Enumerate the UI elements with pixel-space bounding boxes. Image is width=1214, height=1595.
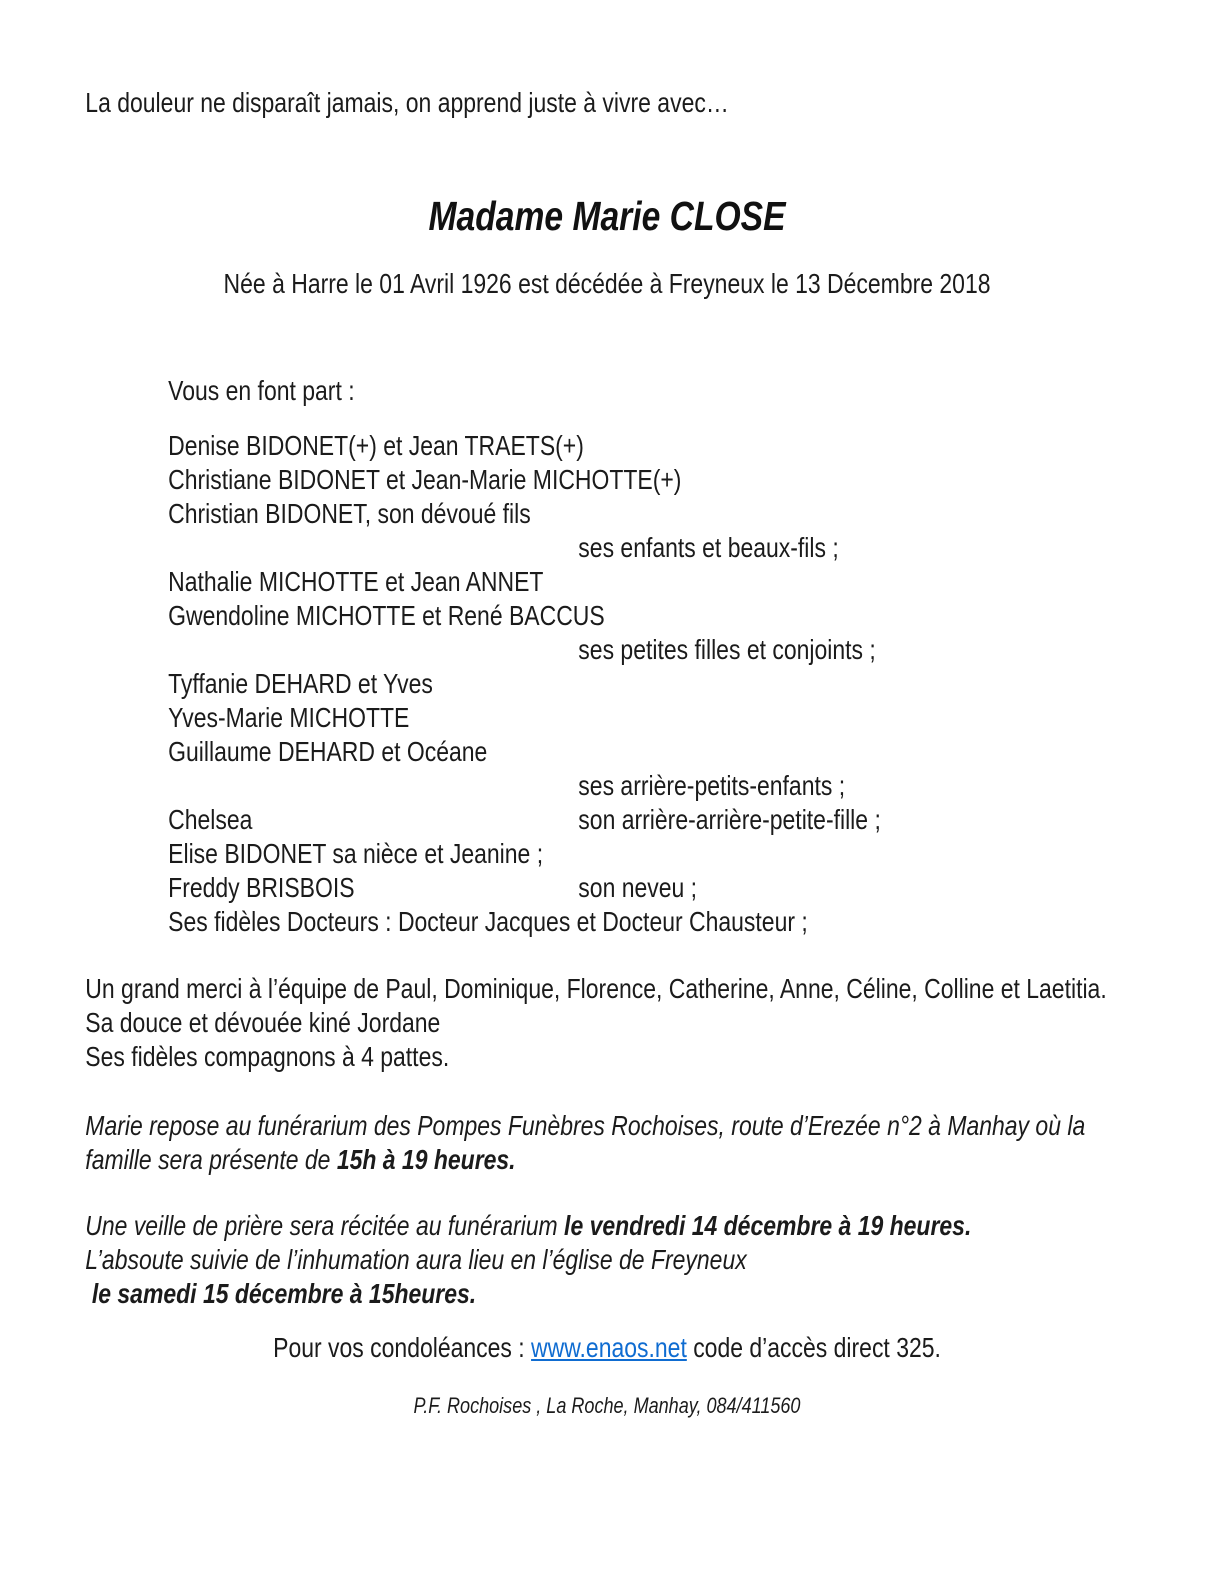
condolences-suffix: code d’accès direct 325.: [686, 1332, 941, 1364]
family-row: [168, 871, 1214, 905]
family-row: [168, 735, 1214, 769]
repose-paragraph: [85, 1109, 1214, 1177]
family-member: Christiane BIDONET et Jean-Marie MICHOTTE(+): [168, 464, 682, 496]
family-row: [168, 565, 1214, 599]
condolences-line: [0, 1331, 1214, 1365]
ceremony-paragraph: [85, 1209, 1214, 1311]
document-page: [0, 86, 1214, 1419]
funeral-home-footer: P.F. Rochoises , La Roche, Manhay, 084/411560: [413, 1393, 801, 1419]
repose-hours-bold: 15h à 19 heures.: [336, 1144, 516, 1176]
condolences-prefix: Pour vos condoléances :: [273, 1332, 532, 1364]
family-row: [168, 599, 1214, 633]
family-relation: ses arrière-petits-enfants ;: [578, 770, 846, 802]
death-announcement: [0, 86, 1214, 1419]
thanks-paragraph: [85, 972, 1214, 1074]
absoute-line: L’absoute suivie de l’inhumation aura lieu en l’église de Freyneux: [85, 1244, 747, 1276]
family-row: [168, 429, 1214, 463]
thanks-line-2: Sa douce et dévouée kiné Jordane: [85, 1007, 441, 1039]
family-member: Nathalie MICHOTTE et Jean ANNET: [168, 566, 544, 598]
family-relation: son arrière-arrière-petite-fille ;: [578, 804, 881, 836]
family-row: [168, 837, 1214, 871]
repose-line-2-text: famille sera présente de: [85, 1144, 337, 1176]
family-member: Christian BIDONET, son dévoué fils: [168, 498, 531, 530]
family-member: Guillaume DEHARD et Océane: [168, 736, 488, 768]
family-relation: ses enfants et beaux-fils ;: [578, 532, 839, 564]
family-row: [168, 701, 1214, 735]
opening-quote: La douleur ne disparaît jamais, on apprend juste à vivre avec…: [85, 87, 729, 118]
family-row: [168, 769, 1214, 803]
enaos-link[interactable]: www.enaos.net: [531, 1332, 687, 1364]
family-relation: son neveu ;: [578, 872, 698, 904]
family-member: Ses fidèles Docteurs : Docteur Jacques et Docteur Chausteur ;: [168, 906, 808, 938]
family-row: [168, 463, 1214, 497]
thanks-line-1: Un grand merci à l’équipe de Paul, Dominique, Florence, Catherine, Anne, Céline, Colline et Laetitia.: [85, 973, 1107, 1005]
burial-date-line: [85, 1277, 1214, 1311]
family-row: [168, 667, 1214, 701]
repose-line-2: [85, 1143, 1214, 1177]
family-section: [168, 374, 1214, 939]
thanks-line-3: Ses fidèles compagnons à 4 pattes.: [85, 1041, 450, 1073]
family-row: [168, 633, 1214, 667]
family-member: Freddy BRISBOIS: [168, 872, 355, 904]
burial-date-bold: le samedi 15 décembre à 15heures.: [91, 1278, 477, 1310]
family-member: Yves-Marie MICHOTTE: [168, 702, 410, 734]
family-member: Gwendoline MICHOTTE et René BACCUS: [168, 600, 605, 632]
family-member: Chelsea: [168, 804, 253, 836]
family-row: [168, 531, 1214, 565]
family-row: [168, 803, 1214, 837]
repose-line-1: Marie repose au funérarium des Pompes Funèbres Rochoises, route d’Erezée n°2 à Manhay où la: [85, 1110, 1086, 1142]
family-member: Tyffanie DEHARD et Yves: [168, 668, 433, 700]
vigil-date-bold: le vendredi 14 décembre à 19 heures.: [564, 1210, 972, 1242]
family-relation: ses petites filles et conjoints ;: [578, 634, 876, 666]
family-row: [168, 905, 1214, 939]
family-intro: Vous en font part :: [168, 375, 355, 407]
family-member: Elise BIDONET sa nièce et Jeanine ;: [168, 838, 544, 870]
vigil-line: [85, 1209, 1214, 1243]
vigil-line-text: Une veille de prière sera récitée au funérarium: [85, 1210, 565, 1242]
birth-death-line: Née à Harre le 01 Avril 1926 est décédée à Freyneux le 13 Décembre 2018: [223, 268, 991, 300]
family-row: [168, 497, 1214, 531]
family-member: Denise BIDONET(+) et Jean TRAETS(+): [168, 430, 584, 462]
page-title: Madame Marie CLOSE: [428, 193, 786, 239]
